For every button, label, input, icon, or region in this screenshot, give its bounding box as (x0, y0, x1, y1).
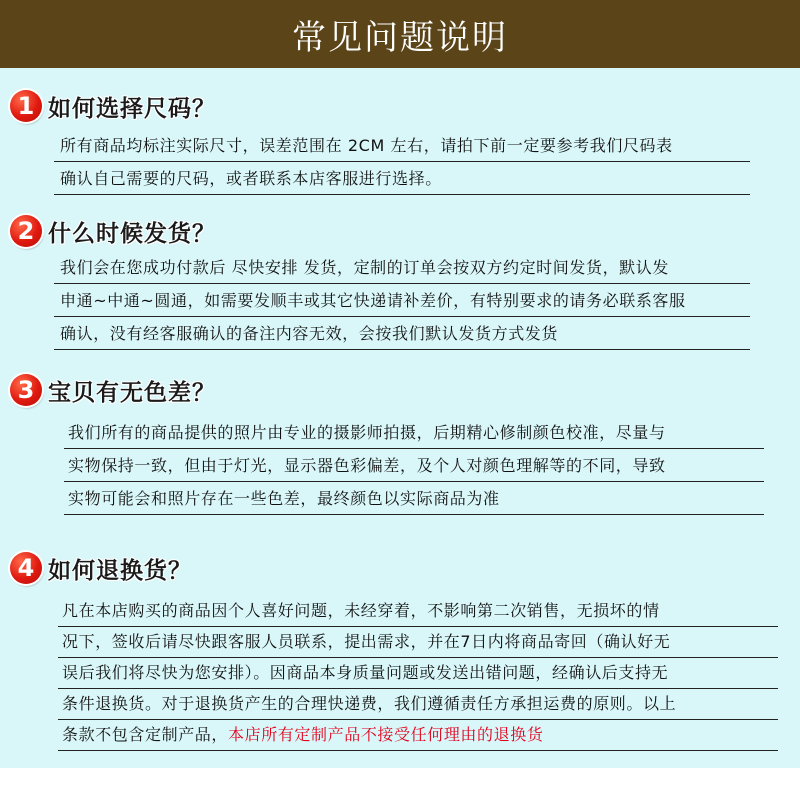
number-badge-4: 4 (10, 552, 42, 584)
custom-product-notice: 本店所有定制产品不接受任何理由的退换货 (228, 725, 544, 744)
divider-line (54, 316, 750, 317)
faq-question-4 (10, 550, 192, 586)
divider-line (54, 283, 750, 284)
page-title: 常见问题说明 (292, 17, 508, 58)
question-title-2: 什么时候发货？ (48, 220, 216, 247)
faq-question-3 (10, 372, 216, 408)
faq-question-2 (10, 213, 216, 249)
faq-question-1 (10, 88, 216, 124)
answer-4-line-5-plain: 条款不包含定制产品， (62, 725, 229, 744)
divider-line (64, 448, 764, 449)
answer-4-line-5 (62, 720, 543, 750)
number-badge-1: 1 (10, 90, 42, 122)
divider-line (54, 161, 750, 162)
question-title-4: 如何退换货？ (48, 557, 192, 584)
question-title-1: 如何选择尺码？ (48, 95, 216, 122)
divider-line (54, 349, 750, 350)
number-badge-2: 2 (10, 215, 42, 247)
divider-line (64, 481, 764, 482)
answer-2-line-2: 申通~中通~圆通，如需要发顺丰或其它快递请补差价，有特别要求的请务必联系客服 (60, 291, 686, 310)
answer-4-line-1: 凡在本店购买的商品因个人喜好问题，未经穿着，不影响第二次销售，无损坏的情 (62, 601, 660, 620)
header-bar (0, 0, 800, 68)
answer-1-line-2: 确认自己需要的尺码，或者联系本店客服进行选择。 (60, 169, 442, 188)
question-title-3: 宝贝有无色差？ (48, 379, 216, 406)
answer-2-line-3: 确认，没有经客服确认的备注内容无效，会按我们默认发货方式发货 (60, 324, 559, 343)
answer-1-line-1: 所有商品均标注实际尺寸，误差范围在 2CM 左右，请拍下前一定要参考我们尺码表 (60, 136, 673, 155)
answer-2-line-1: 我们会在您成功付款后 尽快安排 发货，定制的订单会按双方约定时间发货，默认发 (60, 258, 669, 277)
divider-line (54, 194, 750, 195)
answer-4-line-3: 误后我们将尽快为您安排）。因商品本身质量问题或发送出错问题，经确认后支持无 (62, 663, 669, 682)
divider-line (58, 750, 778, 751)
number-badge-3: 3 (10, 374, 42, 406)
answer-3-line-3: 实物可能会和照片存在一些色差，最终颜色以实际商品为准 (68, 489, 500, 508)
answer-3-line-2: 实物保持一致，但由于灯光，显示器色彩偏差，及个人对颜色理解等的不同，导致 (68, 456, 666, 475)
bottom-strip (0, 768, 800, 798)
answer-3-line-1: 我们所有的商品提供的照片由专业的摄影师拍摄，后期精心修制颜色校准，尽量与 (68, 423, 666, 442)
divider-line (64, 514, 764, 515)
answer-4-line-4: 条件退换货。对于退换货产生的合理快递费，我们遵循责任方承担运费的原则。以上 (62, 694, 677, 713)
answer-4-line-2: 况下，签收后请尽快跟客服人员联系，提出需求，并在7日内将商品寄回（确认好无 (62, 632, 671, 651)
